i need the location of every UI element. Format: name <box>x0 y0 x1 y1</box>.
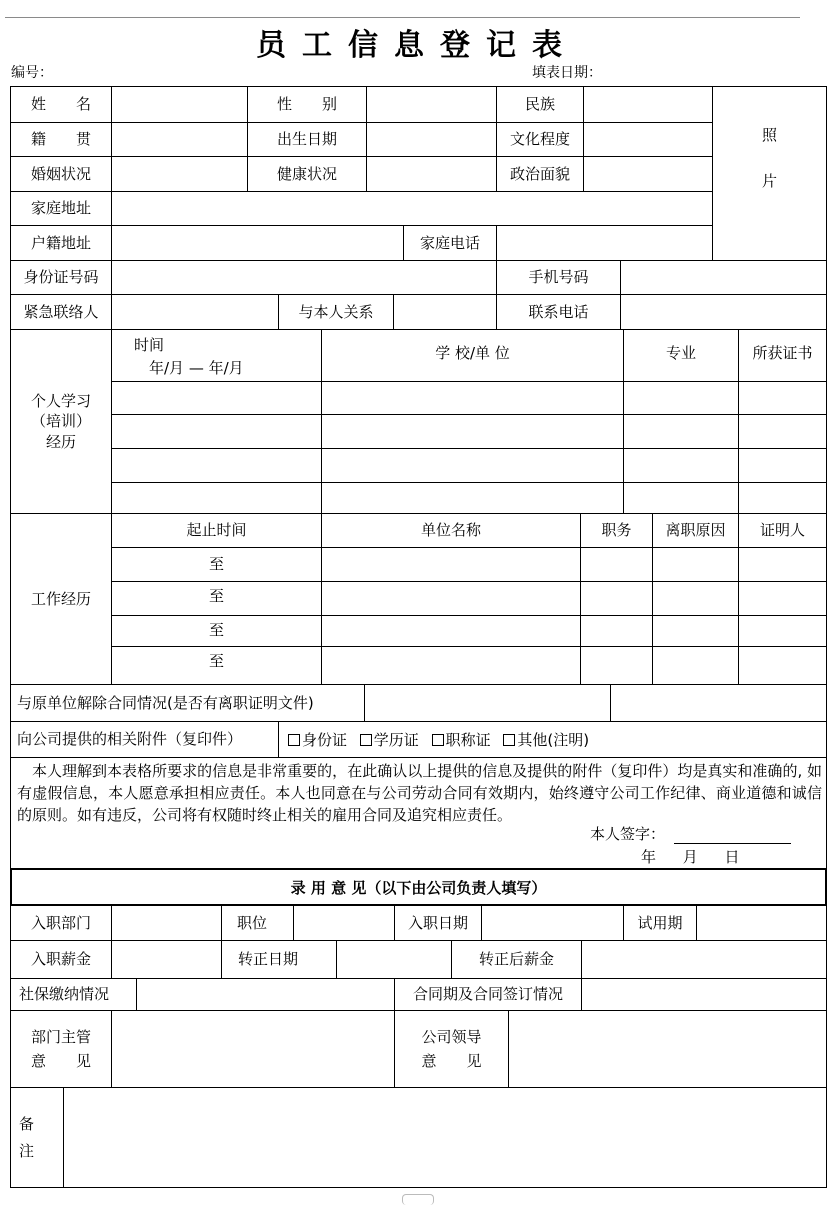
leader-opinion-field[interactable] <box>508 1010 827 1088</box>
home-phone-field[interactable] <box>496 225 713 261</box>
work-period-header: 起止时间 <box>111 513 322 548</box>
political-field[interactable] <box>583 156 713 192</box>
relationship-label: 与本人关系 <box>278 294 394 330</box>
emergency-contact-label: 紧急联络人 <box>10 294 112 330</box>
name-label: 姓 名 <box>10 86 112 123</box>
declaration-text: 本人理解到本表格所要求的信息是非常重要的，在此确认以上提供的信息及提供的附件（复印件）均是真实和准确的, 如有虚假信息，本人愿意承担相应责任。本人也同意在与公司劳动合同有效期内，始终遵守公司工作纪律、商业道德和诚信的原则。如有违反，公司将有权随时终止相关的雇用合同及追究相应责任。 <box>10 757 827 869</box>
edu-time-cell[interactable] <box>111 414 322 449</box>
work-period-cell[interactable]: 至 <box>111 581 322 616</box>
edu-time-format: 年/月 — 年/月 <box>149 359 244 377</box>
id-number-field[interactable] <box>111 260 497 295</box>
post-label: 职位 <box>221 905 294 941</box>
marital-field[interactable] <box>111 156 248 192</box>
edu-time-header <box>111 329 322 382</box>
work-reference-cell[interactable] <box>738 581 827 616</box>
entry-date-label: 入职日期 <box>394 905 482 941</box>
birth-date-label: 出生日期 <box>247 122 367 157</box>
work-position-cell[interactable] <box>580 646 653 685</box>
edu-time-cell[interactable] <box>111 482 322 514</box>
leader-opinion-label <box>394 1010 509 1088</box>
mobile-label: 手机号码 <box>496 260 621 295</box>
manager-label-line: 部门主管 <box>30 1027 91 1046</box>
work-company-header: 单位名称 <box>321 513 581 548</box>
leader-label-line: 意 见 <box>421 1052 482 1070</box>
political-label: 政治面貌 <box>496 156 584 192</box>
home-address-field[interactable] <box>111 191 713 226</box>
work-reason-cell[interactable] <box>652 547 739 582</box>
ethnicity-label: 民族 <box>496 86 584 123</box>
edu-major-cell[interactable] <box>623 381 739 415</box>
manager-label-line: 意 见 <box>30 1052 91 1070</box>
work-reason-cell[interactable] <box>652 615 739 647</box>
page-title: 员工信息登记表 <box>256 28 578 63</box>
probation-field[interactable] <box>696 905 827 941</box>
remarks-label-line: 备 <box>19 1115 35 1134</box>
native-place-label: 籍 贯 <box>10 122 112 157</box>
salary-field[interactable] <box>111 940 222 979</box>
edu-major-cell[interactable] <box>623 482 739 514</box>
regular-date-label: 转正日期 <box>221 940 337 979</box>
edu-major-cell[interactable] <box>623 414 739 449</box>
contact-phone-field[interactable] <box>620 294 827 330</box>
header-rule <box>5 17 800 18</box>
work-reference-cell[interactable] <box>738 646 827 685</box>
manager-opinion-field[interactable] <box>111 1010 395 1088</box>
edu-time-cell[interactable] <box>111 381 322 415</box>
work-reference-cell[interactable] <box>738 547 827 582</box>
signature-date: 年 月 日 <box>641 848 740 866</box>
attachment-option-diploma[interactable]: 学历证 <box>360 731 419 749</box>
contract-label: 合同期及合同签订情况 <box>394 978 582 1011</box>
hukou-address-field[interactable] <box>111 225 404 261</box>
fill-date-label: 填表日期： <box>532 65 602 81</box>
edu-major-cell[interactable] <box>623 448 739 483</box>
health-field[interactable] <box>366 156 497 192</box>
work-period-cell[interactable]: 至 <box>111 547 322 582</box>
work-position-cell[interactable] <box>580 547 653 582</box>
work-section-label: 工作经历 <box>10 513 112 685</box>
signature-label: 本人签字： <box>590 825 666 843</box>
hukou-address-label: 户籍地址 <box>10 225 112 261</box>
social-security-label: 社保缴纳情况 <box>10 978 137 1011</box>
home-phone-label: 家庭电话 <box>403 225 497 261</box>
social-security-field[interactable] <box>136 978 395 1011</box>
checkbox-icon[interactable] <box>432 734 444 746</box>
work-company-cell[interactable] <box>321 646 581 685</box>
edu-school-cell[interactable] <box>321 482 624 514</box>
photo-label-top: 照 <box>761 126 777 144</box>
edu-time-label: 时间 <box>134 336 165 354</box>
ethnicity-field[interactable] <box>583 86 713 123</box>
work-reason-cell[interactable] <box>652 581 739 616</box>
remarks-field[interactable] <box>63 1087 827 1188</box>
work-position-header: 职务 <box>580 513 653 548</box>
remarks-label-line: 注 <box>19 1141 35 1160</box>
probation-label: 试用期 <box>623 905 697 941</box>
education-level-field[interactable] <box>583 122 713 157</box>
edu-certificate-header: 所获证书 <box>738 329 827 382</box>
edu-certificate-cell[interactable] <box>738 381 827 415</box>
work-reason-header: 离职原因 <box>652 513 739 548</box>
remarks-label <box>10 1087 64 1188</box>
signature-line[interactable] <box>674 843 791 844</box>
work-reference-cell[interactable] <box>738 615 827 647</box>
termination-label: 与原单位解除合同情况(是否有离职证明文件) <box>10 684 365 722</box>
edu-major-header: 专业 <box>623 329 739 382</box>
entry-date-field[interactable] <box>481 905 624 941</box>
gender-label: 性 别 <box>247 86 367 123</box>
name-field[interactable] <box>111 86 248 123</box>
edu-certificate-cell[interactable] <box>738 414 827 449</box>
attachments-label: 向公司提供的相关附件（复印件） <box>10 721 279 758</box>
education-label-line: 经历 <box>45 432 76 451</box>
regular-date-field[interactable] <box>336 940 452 979</box>
contract-field[interactable] <box>581 978 827 1011</box>
home-address-label: 家庭地址 <box>10 191 112 226</box>
edu-school-cell[interactable] <box>321 448 624 483</box>
marital-label: 婚姻状况 <box>10 156 112 192</box>
post-field[interactable] <box>293 905 395 941</box>
checkbox-icon[interactable] <box>360 734 372 746</box>
native-place-field[interactable] <box>111 122 248 157</box>
attachment-option-title[interactable]: 职称证 <box>432 731 491 749</box>
checkbox-icon[interactable] <box>503 734 515 746</box>
contact-phone-label: 联系电话 <box>496 294 621 330</box>
attachment-option-id[interactable]: 身份证 <box>288 731 347 749</box>
work-company-cell[interactable] <box>321 581 581 616</box>
work-period-cell[interactable]: 至 <box>111 615 322 647</box>
department-label: 入职部门 <box>10 905 112 941</box>
relationship-field[interactable] <box>393 294 497 330</box>
termination-field[interactable] <box>364 684 611 722</box>
photo-label-bottom: 片 <box>761 172 777 191</box>
salary-label: 入职薪金 <box>10 940 112 979</box>
gender-field[interactable] <box>366 86 497 123</box>
attachment-option-other[interactable]: 其他(注明) <box>503 731 589 749</box>
regular-salary-field[interactable] <box>581 940 827 979</box>
work-company-cell[interactable] <box>321 615 581 647</box>
checkbox-icon[interactable] <box>288 734 300 746</box>
attachments-options <box>288 729 597 750</box>
education-label-line: 个人学习 <box>30 392 91 411</box>
photo-box[interactable] <box>712 86 827 261</box>
edu-certificate-cell[interactable] <box>738 482 827 514</box>
work-reason-cell[interactable] <box>652 646 739 685</box>
edu-school-cell[interactable] <box>321 414 624 449</box>
regular-salary-label: 转正后薪金 <box>451 940 582 979</box>
leader-label-line: 公司领导 <box>421 1027 482 1046</box>
work-company-cell[interactable] <box>321 547 581 582</box>
education-label-line: （培训） <box>30 412 91 431</box>
education-section-label <box>10 329 112 514</box>
termination-blank <box>610 684 827 722</box>
form-number-label: 编号： <box>11 65 53 81</box>
department-field[interactable] <box>111 905 222 941</box>
mobile-field[interactable] <box>620 260 827 295</box>
edu-school-header: 学 校/单 位 <box>321 329 624 382</box>
id-number-label: 身份证号码 <box>10 260 112 295</box>
work-position-cell[interactable] <box>580 615 653 647</box>
work-period-cell[interactable]: 至 <box>111 646 322 685</box>
edu-time-cell[interactable] <box>111 448 322 483</box>
manager-opinion-label <box>10 1010 112 1088</box>
work-reference-header: 证明人 <box>738 513 827 548</box>
birth-date-field[interactable] <box>366 122 497 157</box>
health-label: 健康状况 <box>247 156 367 192</box>
edu-school-cell[interactable] <box>321 381 624 415</box>
edu-certificate-cell[interactable] <box>738 448 827 483</box>
emergency-contact-field[interactable] <box>111 294 279 330</box>
work-position-cell[interactable] <box>580 581 653 616</box>
hiring-section-header: 录 用 意 见（以下由公司负责人填写） <box>10 868 827 906</box>
education-level-label: 文化程度 <box>496 122 584 157</box>
